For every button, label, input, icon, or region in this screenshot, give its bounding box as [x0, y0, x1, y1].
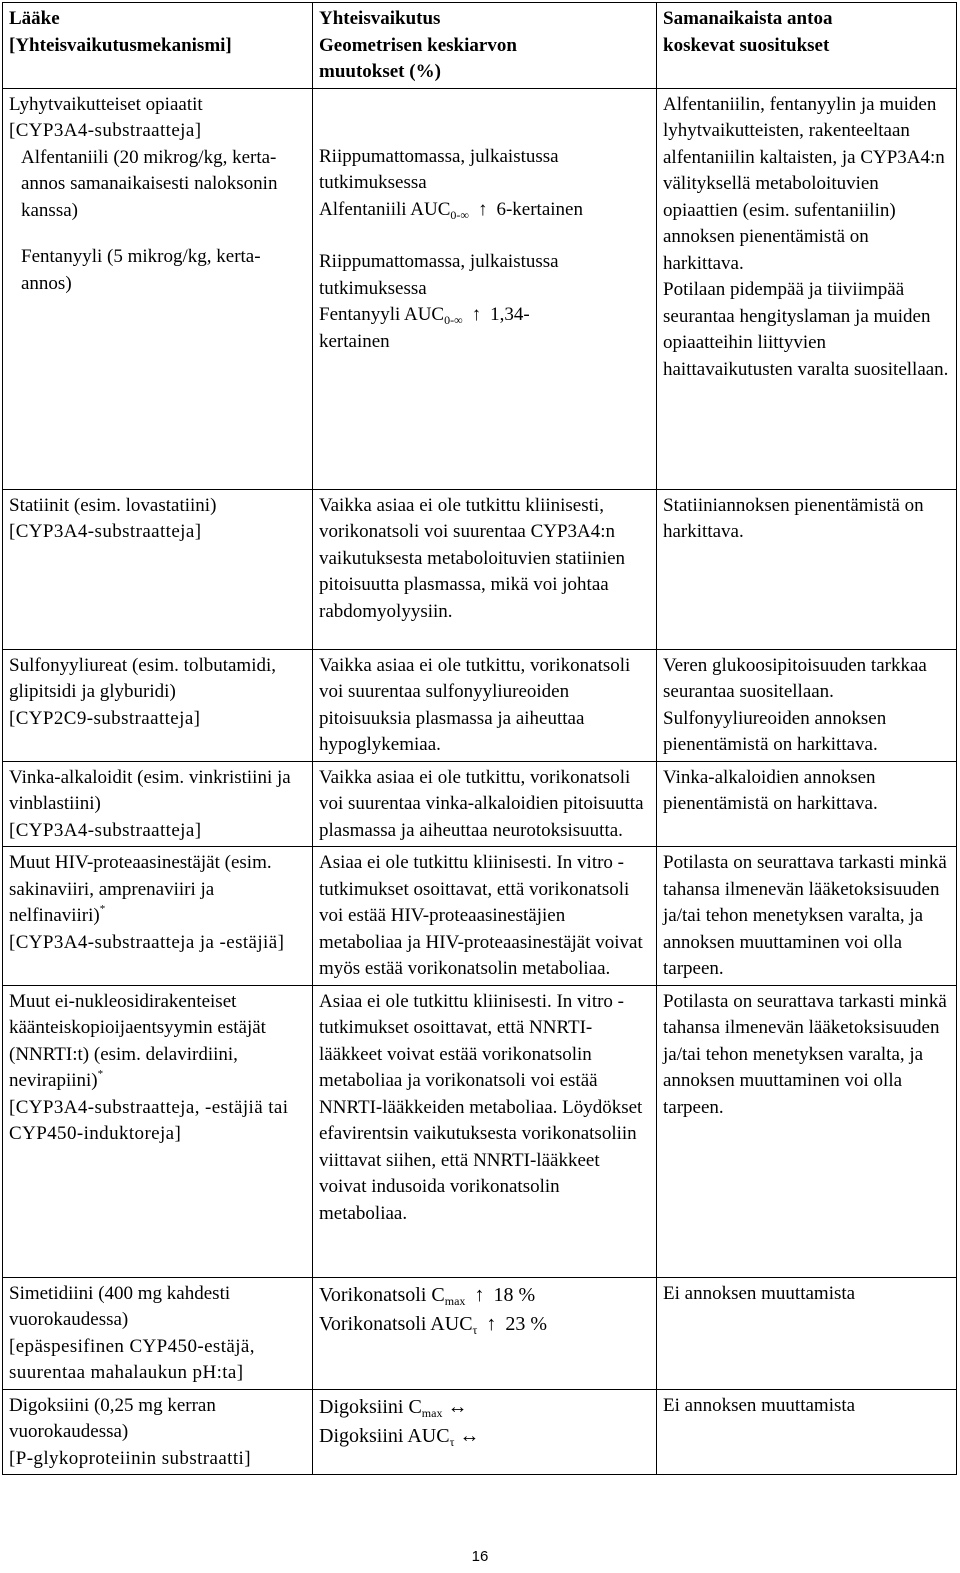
drug-cell: Simetidiini (400 mg kahdesti vuorokaudessa) [epäspesifinen CYP450-estäjä, suurentaa mahalaukun pH:ta] [3, 1277, 313, 1389]
interaction-cell: Riippumattomassa, julkaistussa tutkimuksessa Alfentaniili $AUC_{0-\infty}$ ↑ 6-kertainen Riippumattomassa, julkaistussa tutkimuksessa Fentanyyli $AUC_{0-\infty}$ ↑ 1,34-kertainen [313, 88, 657, 489]
increase-arrow-icon: ↑ [477, 198, 488, 220]
table-header-row [3, 3, 957, 89]
page-number: 16 [471, 1548, 489, 1565]
drug-cell: Digoksiini (0,25 mg kerran vuorokaudessa) [P-glykoproteiinin substraatti] [3, 1389, 313, 1475]
drug-cell: Statiinit (esim. lovastatiini) [CYP3A4-substraatteja] [3, 489, 313, 649]
interaction-cell: Vaikka asiaa ei ole tutkittu kliinisesti, vorikonatsoli voi suurentaa CYP3A4:n vaikutuksesta metaboloituvien statiinien pitoisuutta plasmassa, mikä voi johtaa rabdomyolyysiin. [313, 489, 657, 649]
interaction-cell: Asiaa ei ole tutkittu kliinisesti. In vitro -tutkimukset osoittavat, että vorikonatsoli voi estää HIV-proteaasinestäjien metaboliaa ja HIV-proteaasinestäjät voivat myös estää vorikonatsolin metaboliaa. [313, 847, 657, 986]
interaction-cell: Asiaa ei ole tutkittu kliinisesti. In vitro -tutkimukset osoittavat, että NNRTI-lääkkeet voivat estää vorikonatsolin metaboliaa ja vorikonatsoli voi estää NNRTI-lääkkeiden metaboliaa. Löydökset efavirentsin vaikutuksesta vorikonatsoliin viittavat siihen, että NNRTI-lääkkeet voivat indusoida vorikonatsolin metaboliaa. [313, 985, 657, 1277]
interaction-cell: Vaikka asiaa ei ole tutkittu, vorikonatsoli voi suurentaa vinka-alkaloidien pitoisuutta plasmassa ja aiheuttaa neurotoksisuutta. [313, 761, 657, 847]
table-row [3, 489, 957, 649]
drug-cell: Sulfonyyliureat (esim. tolbutamidi, glipitsidi ja glyburidi) [CYP2C9-substraatteja] [3, 649, 313, 761]
table-row [3, 1277, 957, 1389]
table-row [3, 649, 957, 761]
drug-cell: Lyhytvaikutteiset opiaatit [CYP3A4-substraatteja] Alfentaniili (20 mikrog/kg, kerta-annos samanaikaisesti naloksonin kanssa) Fentanyyli (5 mikrog/kg, kerta-annos) [3, 88, 313, 489]
table-row [3, 1389, 957, 1475]
interaction-cell: Vaikka asiaa ei ole tutkittu, vorikonatsoli voi suurentaa sulfonyyliureoiden pitoisuuksia plasmassa ja aiheuttaa hypoglykemiaa. [313, 649, 657, 761]
drug-cell: Muut HIV-proteaasinestäjät (esim. sakinaviiri, amprenaviiri ja nelfinaviiri)* [CYP3A4-substraatteja ja -estäjiä] [3, 847, 313, 986]
table-row [3, 761, 957, 847]
recommendation-cell: Veren glukoosipitoisuuden tarkkaa seurantaa suositellaan. Sulfonyyliureoiden annoksen pienentämistä on harkittava. [657, 649, 957, 761]
recommendation-cell: Vinka-alkaloidien annoksen pienentämistä on harkittava. [657, 761, 957, 847]
header-recommendation: Samanaikaista antoa koskevat suositukset [657, 3, 957, 89]
recommendation-cell: Ei annoksen muuttamista [657, 1389, 957, 1475]
recommendation-cell: Statiiniannoksen pienentämistä on harkittava. [657, 489, 957, 649]
interaction-cell: Vorikonatsoli $C_{max}$ ↑ 18 % Vorikonatsoli $AUC_\tau$ ↑ 23 % [313, 1277, 657, 1389]
recommendation-cell: Potilasta on seurattava tarkasti minkä tahansa ilmenevän lääketoksisuuden ja/tai tehon menetyksen varalta, ja annoksen muuttaminen voi olla tarpeen. [657, 847, 957, 986]
increase-arrow-icon: ↑ [486, 1312, 497, 1335]
table-row [3, 88, 957, 489]
interaction-cell: Digoksiini $C_{max}$ ↔ Digoksiini $AUC_\tau$ ↔ [313, 1389, 657, 1475]
table-row [3, 985, 957, 1277]
drug-cell: Muut ei-nukleosidirakenteiset käänteiskopioijaentsyymin estäjät (NNRTI:t) (esim. delavirdiini, nevirapiini)* [CYP3A4-substraatteja, -estäjiä tai CYP450-induktoreja] [3, 985, 313, 1277]
drug-cell: Vinka-alkaloidit (esim. vinkristiini ja vinblastiini) [CYP3A4-substraatteja] [3, 761, 313, 847]
header-drug: Lääke [Yhteisvaikutusmekanismi] [3, 3, 313, 89]
increase-arrow-icon: ↑ [471, 304, 482, 325]
table-row [3, 847, 957, 986]
recommendation-cell: Alfentaniilin, fentanyylin ja muiden lyhytvaikutteisten, rakenteeltaan alfentaniilin kaltaisten, ja CYP3A4:n välityksellä metaboloituvien opiaattien (esim. sufentaniilin) annoksen pienentämistä on harkittava. Potilaan pidempää ja tiiviimpää seurantaa hengityslaman ja muiden opiaatteihin liittyvien haittavaikutusten varalta suositellaan. [657, 88, 957, 489]
increase-arrow-icon: ↑ [474, 1283, 485, 1306]
header-interaction: Yhteisvaikutus Geometrisen keskiarvon muutokset (%) [313, 3, 657, 89]
recommendation-cell: Potilasta on seurattava tarkasti minkä tahansa ilmenevän lääketoksisuuden ja/tai tehon menetyksen varalta, ja annoksen muuttaminen voi olla tarpeen. [657, 985, 957, 1277]
no-change-arrow-icon: ↔ [447, 1395, 468, 1418]
interaction-table [2, 2, 957, 1475]
recommendation-cell: Ei annoksen muuttamista [657, 1277, 957, 1389]
no-change-arrow-icon: ↔ [459, 1424, 480, 1447]
